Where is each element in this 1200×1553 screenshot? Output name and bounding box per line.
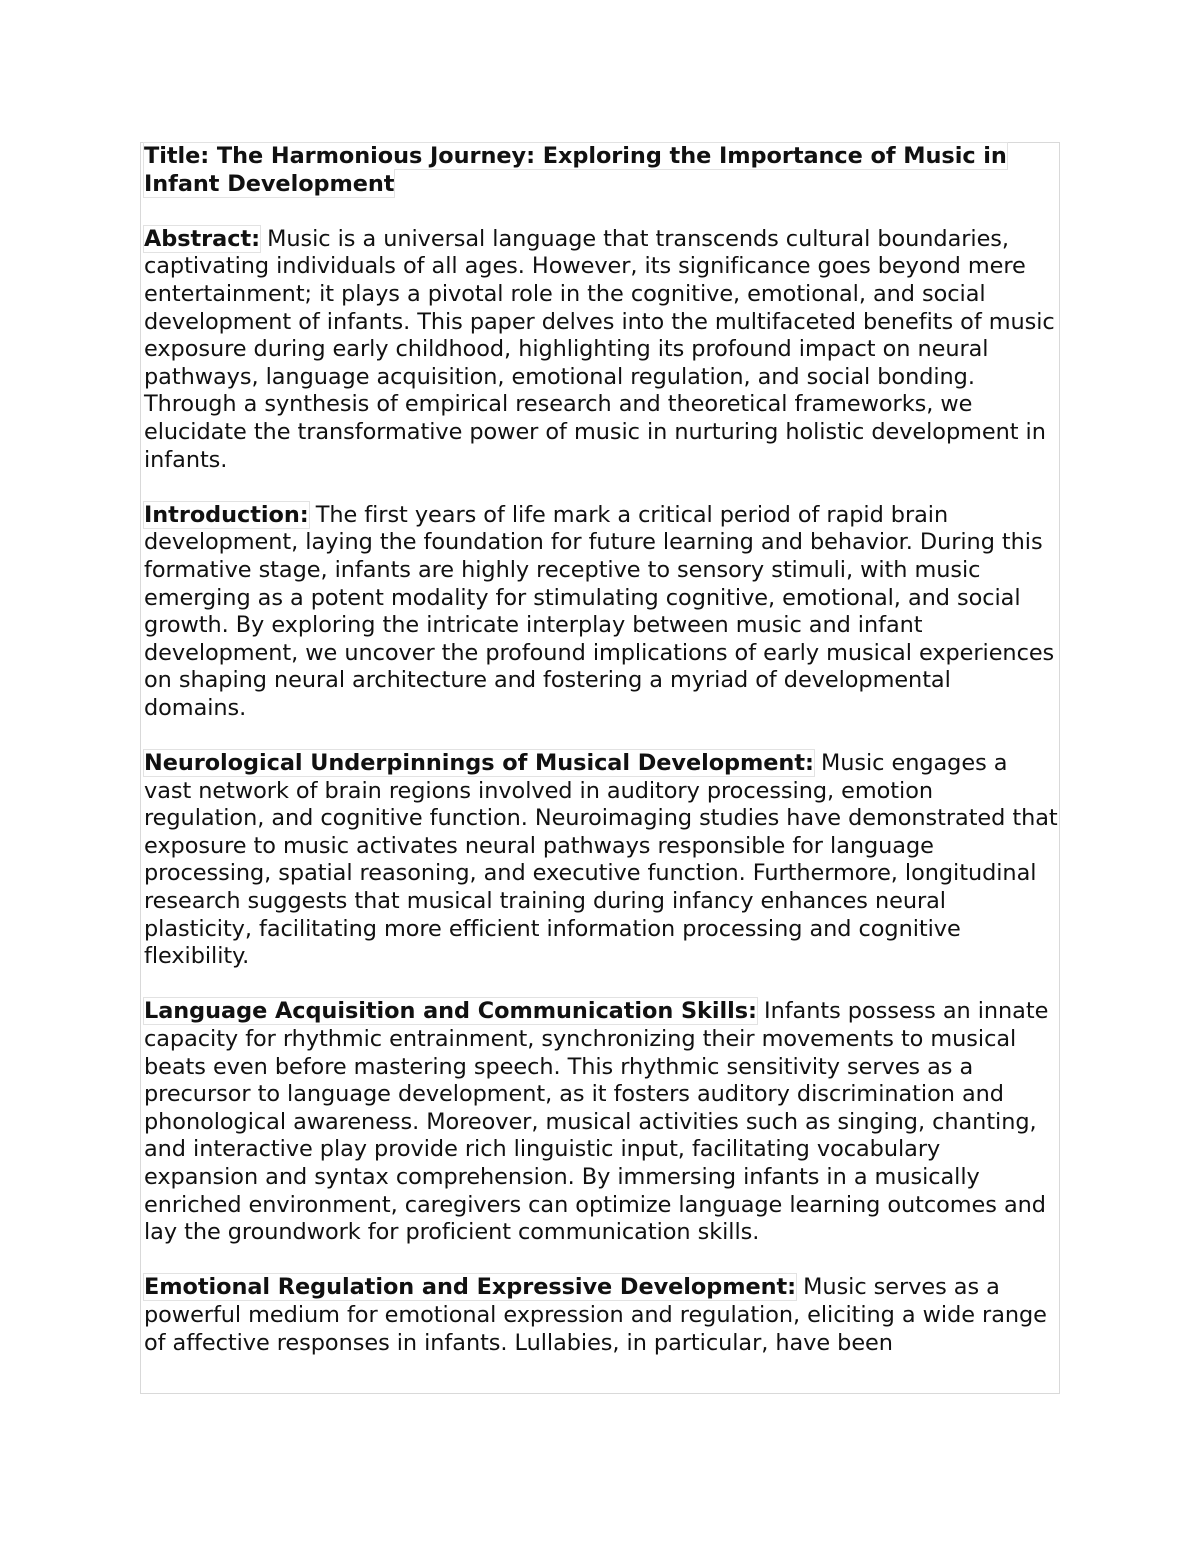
section-body: Music is a universal language that transcends cultural boundaries, captivating individuals of all ages. However, its significance goes beyond mere entertainment; it plays a pivotal role in the cognitive, emotional, and social development of infants. This paper delves into the multifaceted benefits of music exposure during early childhood, highlighting its profound impact on neural pathways, language acquisition, emotional regulation, and social bonding. Through a synthesis of empirical research and theoretical frameworks, we elucidate the transformative power of music in nurturing holistic development in infants. [144, 225, 1055, 473]
section-emotional-regulation [144, 1274, 1059, 1357]
section-language-acquisition [144, 998, 1059, 1246]
section-heading: Introduction: [144, 501, 309, 528]
section-abstract [144, 226, 1059, 474]
section-body: The first years of life mark a critical period of rapid brain development, laying the foundation for future learning and behavior. During this formative stage, infants are highly receptive to sensory stimuli, with music emerging as a potent modality for stimulating cognitive, emotional, and social growth. By exploring the intricate interplay between music and infant development, we uncover the profound implications of early musical experiences on shaping neural architecture and fostering a myriad of developmental domains. [144, 501, 1055, 721]
section-body: Music engages a vast network of brain regions involved in auditory processing, emotion regulation, and cognitive function. Neuroimaging studies have demonstrated that exposure to music activates neural pathways responsible for language processing, spatial reasoning, and executive function. Furthermore, longitudinal research suggests that musical training during infancy enhances neural plasticity, facilitating more efficient information processing and cognitive flexibility. [144, 750, 1058, 970]
section-heading: Abstract: [144, 225, 261, 252]
section-heading: Language Acquisition and Communication Skills: [144, 998, 757, 1025]
section-neurological-underpinnings [144, 750, 1059, 971]
section-heading: Neurological Underpinnings of Musical Development: [144, 750, 814, 777]
section-body: Music serves as a powerful medium for emotional expression and regulation, eliciting a wide range of affective responses in infants. Lullabies, in particular, have been [144, 1274, 1047, 1356]
page-frame [140, 142, 1060, 1394]
title-text: Title: The Harmonious Journey: Exploring the Importance of Music in Infant Development [144, 143, 1007, 197]
document-title [144, 143, 1059, 198]
section-heading: Emotional Regulation and Expressive Development: [144, 1274, 797, 1301]
section-introduction [144, 502, 1059, 723]
section-body: Infants possess an innate capacity for rhythmic entrainment, synchronizing their movements to musical beats even before mastering speech. This rhythmic sensitivity serves as a precursor to language development, as it fosters auditory discrimination and phonological awareness. Moreover, musical activities such as singing, chanting, and interactive play provide rich linguistic input, facilitating vocabulary expansion and syntax comprehension. By immersing infants in a musically enriched environment, caregivers can optimize language learning outcomes and lay the groundwork for proficient communication skills. [144, 998, 1049, 1246]
document-body [144, 143, 1059, 1357]
